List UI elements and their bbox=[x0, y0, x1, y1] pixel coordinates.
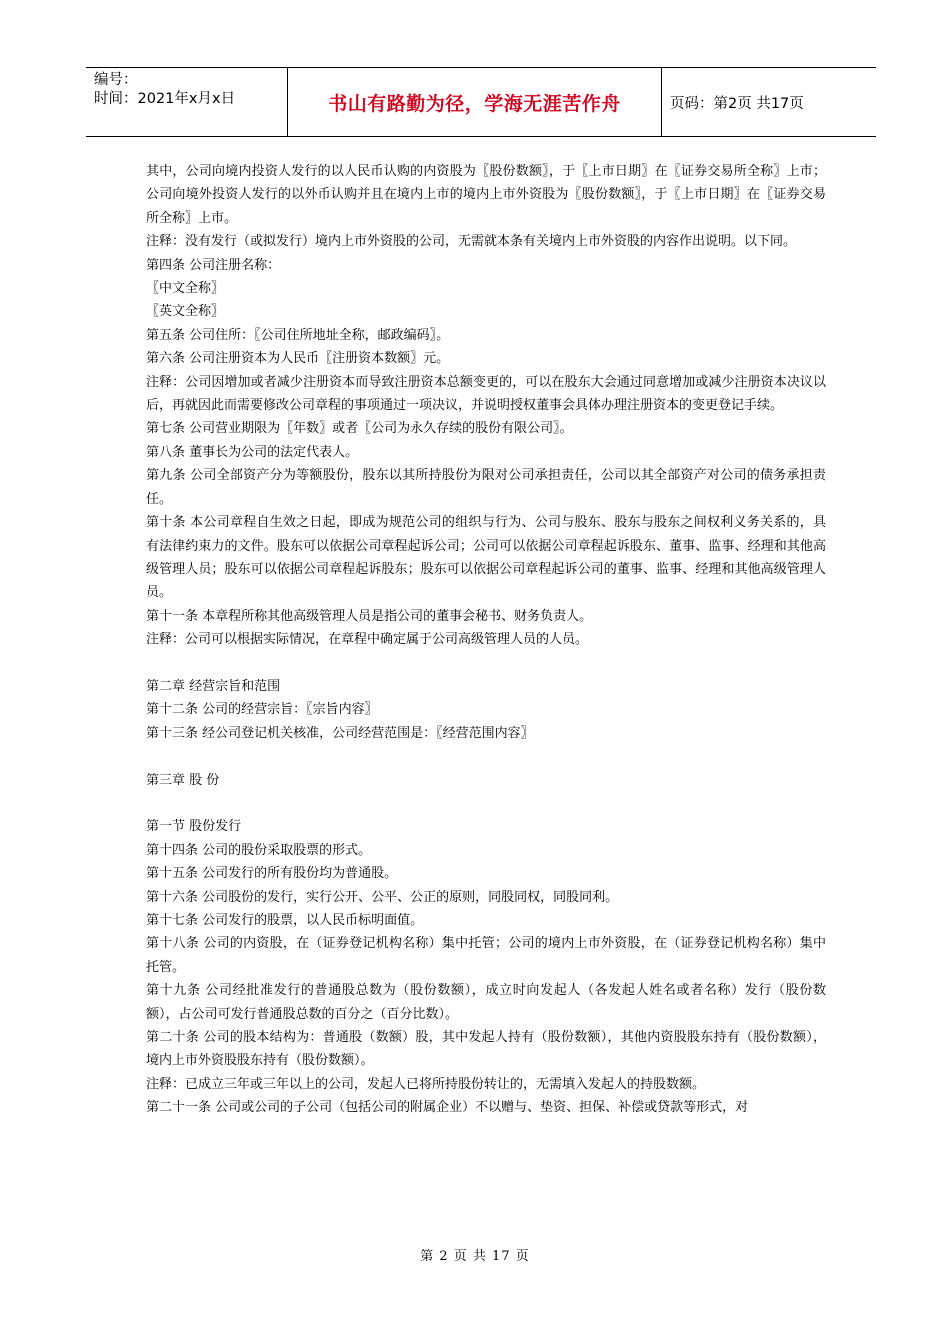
paragraph: 注释：公司因增加或者减少注册资本而导致注册资本总额变更的，可以在股东大会通过同意增加或减少注册资本决议以后，再就因此而需要修改公司章程的事项通过一项决议，并说明授权董事会具体办理注册资本的变更登记手续。 bbox=[146, 374, 826, 414]
paragraph: 第三章 股 份 bbox=[146, 772, 220, 788]
blank-line bbox=[146, 745, 826, 768]
blank-line bbox=[146, 652, 826, 675]
paragraph: 注释：没有发行（或拟发行）境内上市外资股的公司，无需就本条有关境内上市外资股的内容作出说明。以下同。 bbox=[146, 234, 797, 250]
paragraph: 第四条 公司注册名称： bbox=[146, 257, 281, 273]
header-slogan: 书山有路勤为径，学海无涯苦作舟 bbox=[288, 68, 662, 136]
paragraph: 第十五条 公司发行的所有股份均为普通股。 bbox=[146, 866, 398, 882]
blank-line bbox=[146, 792, 826, 815]
header-number-label: 编号： bbox=[94, 72, 138, 88]
page-footer: 第 2 页 共 17 页 bbox=[420, 1249, 530, 1264]
paragraph: 第十六条 公司股份的发行，实行公开、公平、公正的原则，同股同权，同股同利。 bbox=[146, 889, 619, 905]
paragraph: 第二十一条 公司或公司的子公司（包括公司的附属企业）不以赠与、垫资、担保、补偿或贷款等形式，对 bbox=[146, 1100, 749, 1116]
paragraph: 第十九条 公司经批准发行的普通股总数为（股份数额），成立时向发起人（各发起人姓名或者名称）发行（股份数额），占公司可发行普通股总数的百分之（百分比数）。 bbox=[146, 983, 826, 1022]
paragraph: 第九条 公司全部资产分为等额股份，股东以其所持股份为限对公司承担责任，公司以其全部资产对公司的债务承担责任。 bbox=[146, 468, 826, 507]
paragraph: 第五条 公司住所：〖公司住所地址全称，邮政编码〗。 bbox=[146, 327, 450, 343]
paragraph: 其中，公司向境内投资人发行的以人民币认购的内资股为〖股份数额〗，于〖上市日期〗在〖证券交易所全称〗上市；公司向境外投资人发行的以外币认购并且在境内上市的境内上市外资股为〖股份数额〗，于〖上市日期〗在〖证券交易所全称〗上市。 bbox=[146, 164, 826, 226]
header-meta bbox=[86, 68, 288, 136]
paragraph: 第二章 经营宗旨和范围 bbox=[146, 678, 281, 694]
paragraph: 第六条 公司注册资本为人民币〖注册资本数额〗元。 bbox=[146, 351, 450, 367]
paragraph: 第二十条 公司的股本结构为：普通股（数额）股，其中发起人持有（股份数额），其他内资股股东持有（股份数额），境内上市外资股股东持有（股份数额）。 bbox=[146, 1029, 826, 1069]
paragraph: 第十一条 本章程所称其他高级管理人员是指公司的董事会秘书、财务负责人。 bbox=[146, 608, 593, 624]
paragraph: 第一节 股份发行 bbox=[146, 819, 242, 835]
paragraph: 注释：公司可以根据实际情况，在章程中确定属于公司高级管理人员的人员。 bbox=[146, 632, 589, 648]
paragraph: 第十七条 公司发行的股票，以人民币标明面值。 bbox=[146, 912, 424, 928]
paragraph: 第十八条 公司的内资股，在（证券登记机构名称）集中托管；公司的境内上市外资股，在（证券登记机构名称）集中托管。 bbox=[146, 936, 826, 975]
paragraph: 注释：已成立三年或三年以上的公司，发起人已将所持股份转让的，无需填入发起人的持股数额。 bbox=[146, 1076, 706, 1092]
paragraph: 〖英文全称〗 bbox=[146, 304, 225, 320]
paragraph: 第十四条 公司的股份采取股票的形式。 bbox=[146, 842, 372, 858]
header-page-info: 页码：第2页 共17页 bbox=[670, 95, 804, 112]
paragraph: 第十三条 经公司登记机关核准，公司经营范围是：〖经营范围内容〗 bbox=[146, 725, 534, 741]
header-date: 时间：2021年x月x日 bbox=[94, 91, 236, 107]
paragraph: 第十条 本公司章程自生效之日起，即成为规范公司的组织与行为、公司与股东、股东与股东之间权利义务关系的，具有法律约束力的文件。股东可以依据公司章程起诉公司；公司可以依据公司章程起诉股东、董事、监事、经理和其他高级管理人员；股东可以依据公司章程起诉股东；股东可以依据公司章程起诉公司的董事、监事、经理和其他高级管理人员。 bbox=[146, 515, 826, 601]
paragraph: 〖中文全称〗 bbox=[146, 281, 225, 297]
paragraph: 第八条 董事长为公司的法定代表人。 bbox=[146, 444, 359, 460]
document-body bbox=[146, 160, 826, 1120]
page-header bbox=[86, 67, 876, 137]
paragraph: 第十二条 公司的经营宗旨：〖宗旨内容〗 bbox=[146, 702, 378, 718]
paragraph: 第七条 公司营业期限为〖年数〗或者〖公司为永久存续的股份有限公司〗。 bbox=[146, 421, 573, 437]
